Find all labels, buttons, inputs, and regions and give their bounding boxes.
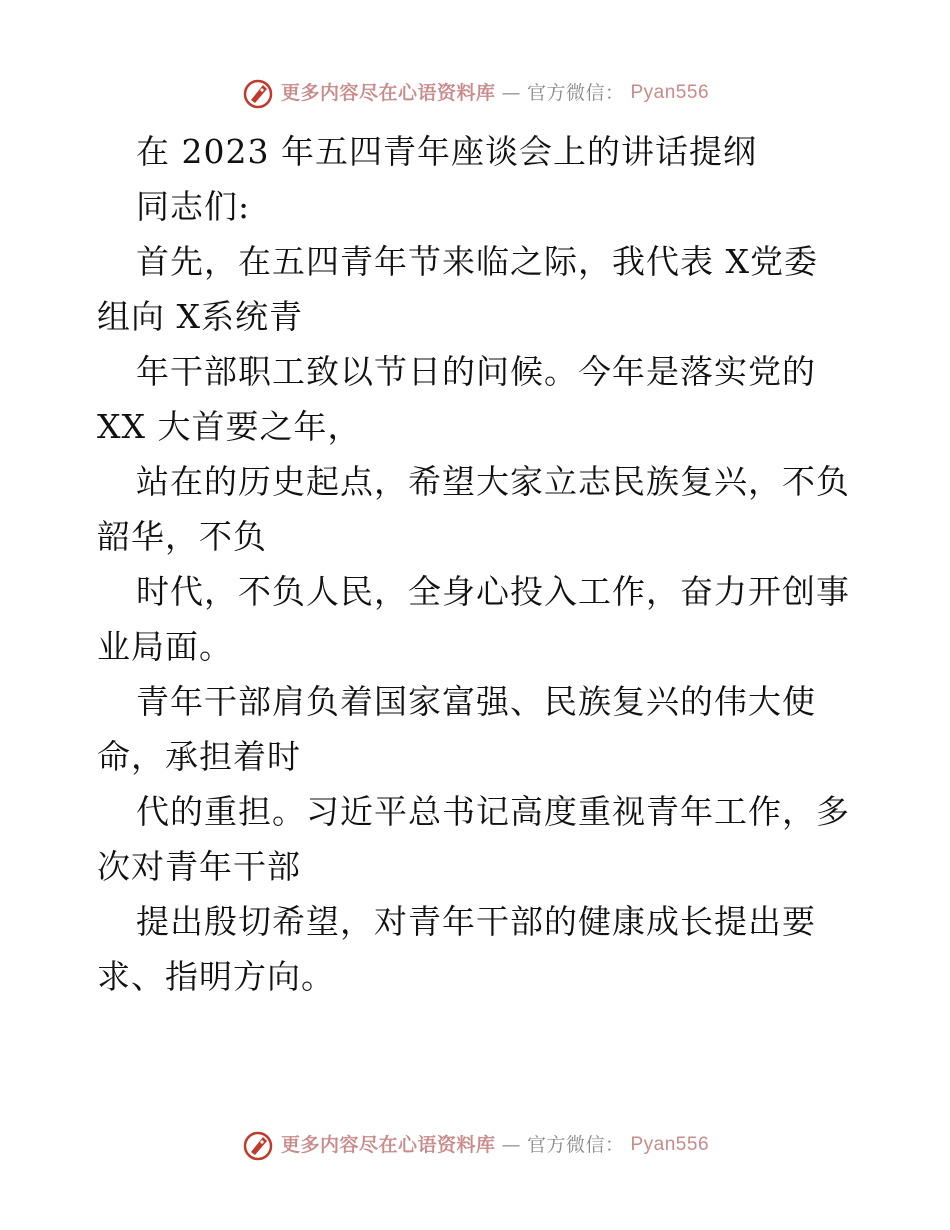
- footer-watermark: [0, 1128, 950, 1162]
- paragraph-line: XX 大首要之年，: [97, 407, 362, 446]
- paragraph-line: 业局面。: [97, 627, 233, 666]
- watermark-wechat-id: Pyan556: [630, 1134, 710, 1155]
- paragraph-line: 命，承担着时: [97, 737, 301, 776]
- header-watermark: [0, 76, 950, 110]
- salutation: 同志们:: [136, 187, 251, 226]
- watermark-main-text: 更多内容尽在心语资料库: [280, 1134, 496, 1156]
- watermark-wechat-label: 官方微信：: [526, 1134, 625, 1156]
- paragraph-line: 代的重担。习近平总书记高度重视青年工作，多: [136, 792, 850, 831]
- document-title: 在 2023 年五四青年座谈会上的讲话提纲: [136, 132, 757, 171]
- watermark-separator: —: [501, 82, 521, 104]
- watermark-separator: —: [501, 1134, 521, 1156]
- watermark-main-text: 更多内容尽在心语资料库: [280, 82, 496, 104]
- watermark-wechat-id: Pyan556: [630, 82, 710, 103]
- paragraph-line: 青年干部肩负着国家富强、民族复兴的伟大使: [136, 682, 816, 721]
- paragraph-line: 提出殷切希望，对青年干部的健康成长提出要: [136, 902, 816, 941]
- document-body: [97, 124, 867, 1004]
- paragraph-line: 站在的历史起点，希望大家立志民族复兴，不负: [136, 462, 850, 501]
- paragraph-line: 求、指明方向。: [97, 957, 335, 996]
- paragraph-line: 次对青年干部: [97, 847, 301, 886]
- pen-nib-logo-icon: [241, 1128, 275, 1162]
- paragraph-line: 首先，在五四青年节来临之际，我代表 X党委: [136, 242, 818, 281]
- paragraph-line: 年干部职工致以节日的问候。今年是落实党的: [136, 352, 816, 391]
- pen-nib-logo-icon: [241, 76, 275, 110]
- watermark-wechat-label: 官方微信：: [526, 82, 625, 104]
- paragraph-line: 时代，不负人民，全身心投入工作，奋力开创事: [136, 572, 850, 611]
- paragraph-line: 韶华，不负: [97, 517, 267, 556]
- paragraph-line: 组向 X系统青: [97, 297, 303, 336]
